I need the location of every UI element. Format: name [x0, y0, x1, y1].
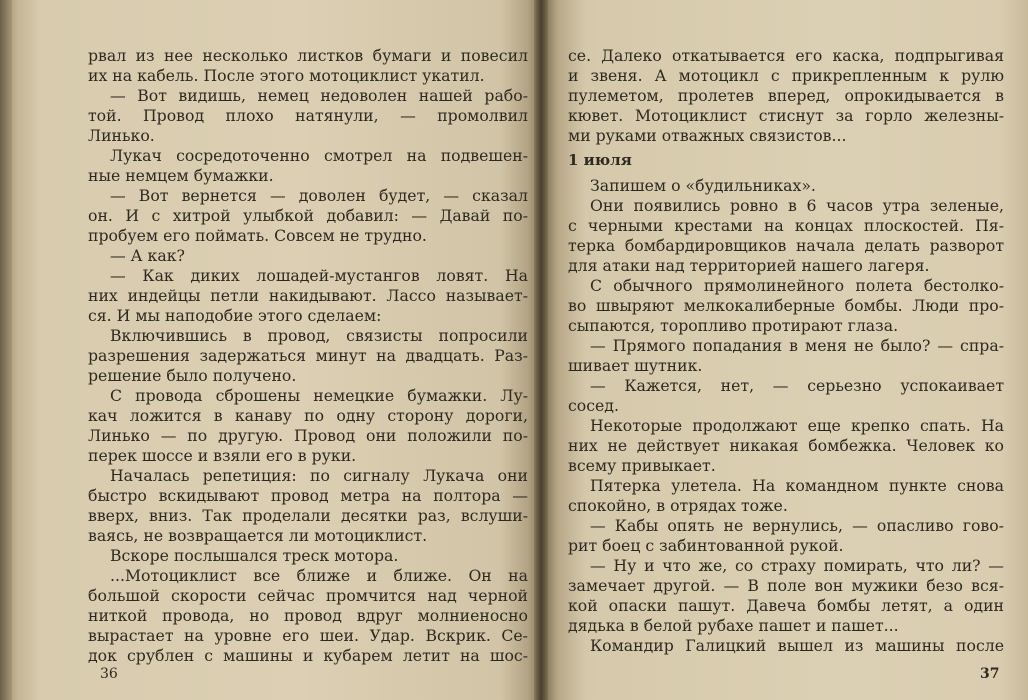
text-line: дядька в белой рубахе пашет и пашет... — [568, 616, 899, 635]
text-line: — Прямого попадания в меня не было? — спра- — [590, 336, 1004, 355]
text-line: ...Мотоциклист все ближе и ближе. Он на — [110, 566, 528, 585]
text-line: разрешения задержаться минут на двадцать. Раз- — [88, 346, 528, 365]
text-line: перек шоссе и взяли его в руки. — [88, 446, 357, 465]
text-line: вверх, вниз. Так проделали десятки раз, вслуши- — [88, 506, 528, 525]
text-line: рит боец с забинтованной рукой. — [568, 536, 844, 555]
text-line: замечает другой. — В поле вон мужики безо вся- — [568, 576, 1004, 595]
text-line: се. Далеко откатывается его каска, подпрыгивая — [568, 46, 1004, 65]
text-line: ся. И мы наподобие этого сделаем: — [88, 306, 382, 325]
right-page-number: 37 — [980, 666, 1000, 682]
text-line: пулеметом, пролетев вперед, опрокидывается в — [568, 86, 1004, 105]
text-line: — Ну и что же, со страху помирать, что ли? — — [590, 556, 1004, 575]
text-line: их на кабель. После этого мотоциклист укатил. — [88, 66, 485, 85]
text-line: пробуем его поймать. Совсем не трудно. — [88, 226, 427, 245]
date-heading: 1 июля — [568, 151, 632, 169]
text-line: Они появились ровно в 6 часов утра зеленые, — [590, 196, 1004, 215]
text-line: и звеня. А мотоцикл с прикрепленным к рулю — [568, 66, 1004, 85]
text-line: Линько — по другую. Провод они положили по- — [88, 426, 528, 445]
text-line: кой опаски пашут. Давеча бомбы летят, а один — [568, 596, 1004, 615]
text-line: Пятерка улетела. На командном пункте снова — [590, 476, 1004, 495]
text-line: кювет. Мотоциклист стиснут за горло железны- — [568, 106, 1004, 125]
text-line: — Вот вернется — доволен будет, — сказал — [110, 186, 528, 205]
text-line: для атаки над территорией нашего лагеря. — [568, 256, 930, 275]
text-line: Началась репетиция: по сигналу Лукача они — [110, 466, 528, 485]
text-line: во швыряют мелкокалиберные бомбы. Люди про- — [568, 296, 1004, 315]
text-line: той. Провод плохо натянули, — промолвил — [88, 106, 528, 125]
text-line: них не действует никакая бомбежка. Человек ко — [568, 436, 1004, 455]
text-line: док срублен с машины и кубарем летит на шос- — [88, 646, 528, 665]
text-line: он. И с хитрой улыбкой добавил: — Давай по- — [88, 206, 528, 225]
right-page-text-after-date — [568, 176, 1004, 656]
left-page-text — [88, 46, 528, 666]
text-line: — Кажется, нет, — серьезно успокаивает — [590, 376, 1004, 395]
text-line: решение было получено. — [88, 366, 297, 385]
text-line: кач ложится в канаву по одну сторону дороги, — [88, 406, 528, 425]
left-page-edge — [0, 0, 12, 700]
text-line: — А как? — [110, 246, 185, 265]
text-line: ваясь, не возвращается ли мотоциклист. — [88, 526, 428, 545]
text-line: С обычного прямолинейного полета бестолко- — [590, 276, 1004, 295]
text-line: С провода сброшены немецкие бумажки. Лу- — [110, 386, 528, 405]
right-page — [540, 0, 1028, 700]
right-page-text — [568, 46, 1004, 656]
text-line: них индейцы петли накидывают. Лассо называет- — [88, 286, 528, 305]
text-line: Запишем о «будильниках». — [590, 176, 816, 195]
text-line: — Вот видишь, немец недоволен нашей рабо- — [110, 86, 528, 105]
left-page-number: 36 — [100, 666, 118, 682]
text-line: Некоторые продолжают еще крепко спать. На — [590, 416, 1004, 435]
text-line: Вскоре послышался треск мотора. — [110, 546, 399, 565]
text-line: Линько. — [88, 126, 155, 145]
text-line: ниткой провода, но провод вдруг молниеносно — [88, 606, 528, 625]
text-line: ми руками отважных связистов... — [568, 126, 847, 145]
text-line: вырастает на уровне его шеи. Удар. Вскрик. Се- — [88, 626, 528, 645]
text-line: большой скорости сейчас промчится над черной — [88, 586, 528, 605]
text-line: шивает шутник. — [568, 356, 703, 375]
text-line: быстро вскидывают провод метра на полтора — — [88, 486, 528, 505]
text-line: — Как диких лошадей-мустангов ловят. На — [110, 266, 528, 285]
text-line: сыпаются, торопливо протирают глаза. — [568, 316, 899, 335]
text-line: ные немцем бумажки. — [88, 166, 274, 185]
text-line: терка бомбардировщиков начала делать разворот — [568, 236, 1004, 255]
text-line: всему привыкает. — [568, 456, 716, 475]
text-line: с черными крестами на концах плоскостей. Пя- — [568, 216, 1004, 235]
text-line: — Кабы опять не вернулись, — опасливо гово- — [590, 516, 1004, 535]
text-line: Командир Галицкий вышел из машины после — [590, 636, 1004, 655]
text-line: сосед. — [568, 396, 619, 415]
text-line: Включившись в провод, связисты попросили — [110, 326, 528, 345]
text-line: спокойно, в отрядах тоже. — [568, 496, 788, 515]
book-gutter — [534, 0, 548, 700]
right-page-text-before-date — [568, 46, 1004, 146]
text-line: Лукач сосредоточенно смотрел на подвешен- — [110, 146, 528, 165]
text-line: рвал из нее несколько листков бумаги и повесил — [88, 46, 528, 65]
